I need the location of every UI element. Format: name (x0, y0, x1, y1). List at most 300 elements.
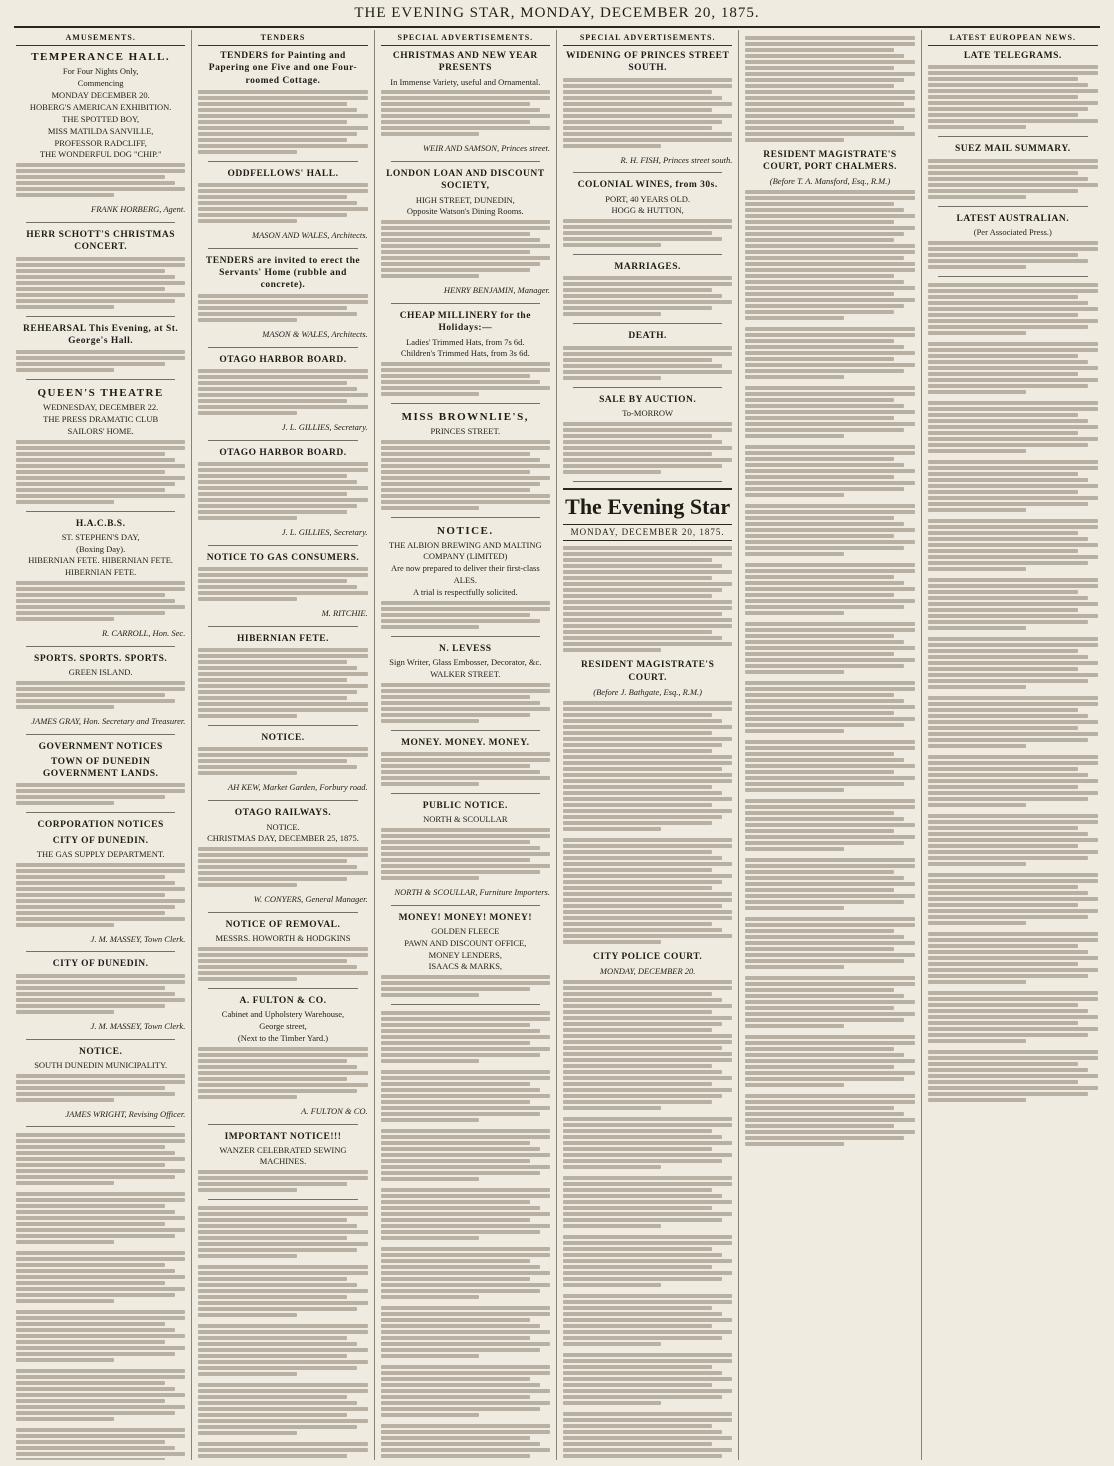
advertisement-line: (Next to the Timber Yard.) (237, 1033, 329, 1044)
illegible-text-block (928, 283, 1098, 335)
advertisement-line: MESSRS. HOWORTH & HODGKINS (215, 933, 351, 944)
advertisement-line: THE WONDERFUL DOG "CHIP." (39, 149, 162, 160)
advertisement (381, 737, 550, 786)
illegible-text-block (928, 991, 1098, 1043)
illegible-text-block (563, 1412, 732, 1460)
advertisement-line: CHRISTMAS DAY, DECEMBER 25, 1875. (207, 833, 359, 844)
advertisement (198, 168, 367, 241)
masthead: THE EVENING STAR, MONDAY, DECEMBER 20, 1875. (14, 0, 1100, 28)
rule-divider (26, 1126, 175, 1127)
rule-divider (26, 951, 175, 952)
advertisement-line: THE GAS SUPPLY DEPARTMENT. (36, 848, 165, 859)
illegible-text-block (745, 36, 914, 142)
illegible-text-block (745, 445, 914, 497)
illegible-text-block (563, 219, 732, 247)
illegible-text-block (928, 696, 1098, 748)
advertisement-heading: TEMPERANCE HALL. (31, 51, 171, 64)
illegible-text-block (563, 838, 732, 944)
advertisement (16, 958, 185, 1031)
advertisement-line: NOTICE. (266, 821, 300, 832)
rule-divider (573, 172, 722, 173)
advertisement (381, 410, 550, 510)
illegible-text-block (381, 601, 550, 629)
illegible-text-block (16, 163, 185, 197)
rule-divider (391, 403, 540, 404)
advertisement-line: Cabinet and Upholstery Warehouse, (221, 1009, 345, 1020)
rule-divider (391, 905, 540, 906)
illegible-text-block (16, 681, 185, 709)
illegible-text-block (745, 1094, 914, 1146)
illegible-text-block (16, 1310, 185, 1362)
illegible-text-block (381, 1424, 550, 1460)
advertisement-line: PAWN AND DISCOUNT OFFICE, (404, 937, 527, 948)
advertisement-heading: DEATH. (628, 331, 667, 342)
illegible-text-block (745, 1035, 914, 1087)
illegible-text-block (198, 462, 367, 520)
illegible-text-block (928, 1050, 1098, 1102)
advertisement-line: Are now prepared to deliver their first-class (390, 563, 540, 574)
advertisement-signature: JAMES GRAY, Hon. Secretary and Treasurer. (31, 716, 186, 727)
advertisement-signature: NORTH & SCOULLAR, Furniture Importers. (394, 886, 550, 897)
illegible-text-block (745, 622, 914, 674)
illegible-text-block (198, 567, 367, 601)
rule-divider (26, 222, 175, 223)
column-heading: SPECIAL ADVERTISEMENTS. (563, 33, 732, 46)
rule-divider (208, 248, 357, 249)
advertisement-signature: JAMES WRIGHT, Revising Officer. (65, 1108, 186, 1119)
illegible-text-block (928, 342, 1098, 394)
illegible-text-block (381, 1306, 550, 1358)
advertisement-line: For Four Nights Only, (62, 66, 139, 77)
rule-divider (938, 276, 1088, 277)
advertisement-heading: LATEST AUSTRALIAN. (956, 213, 1070, 224)
column-3 (375, 30, 557, 1460)
illegible-text-block (198, 1324, 367, 1376)
illegible-text-block (563, 78, 732, 148)
advertisement (198, 354, 367, 433)
advertisement-signature: J. L. GILLIES, Secretary. (281, 527, 368, 538)
rule-divider (208, 545, 357, 546)
advertisement-heading: HIBERNIAN FETE. (237, 634, 329, 645)
illegible-text-block (563, 346, 732, 380)
illegible-text-block (563, 1117, 732, 1169)
advertisement-heading: NOTICE TO GAS CONSUMERS. (206, 553, 360, 564)
illegible-text-block (928, 578, 1098, 630)
advertisement (563, 330, 732, 379)
illegible-text-block (928, 755, 1098, 807)
advertisement (16, 653, 185, 727)
advertisement-line: To-MORROW (622, 407, 674, 418)
advertisement (563, 179, 732, 247)
advertisement-heading: A. FULTON & CO. (239, 996, 327, 1007)
illegible-text-block (381, 1011, 550, 1063)
rule-divider (573, 254, 722, 255)
column-heading: AMUSEMENTS. (16, 33, 185, 46)
section-heading: GOVERNMENT NOTICES (38, 741, 163, 752)
advertisement (928, 213, 1098, 269)
illegible-text-block (745, 917, 914, 969)
advertisement-line: SAILORS' HOME. (67, 425, 134, 436)
illegible-text-block (381, 828, 550, 880)
rule-divider (26, 646, 175, 647)
rule-divider (573, 481, 722, 482)
advertisement-signature: J. M. MASSEY, Town Clerk. (90, 933, 186, 944)
advertisement-signature: R. H. FISH, Princes street south. (620, 154, 733, 165)
illegible-text-block (928, 460, 1098, 512)
illegible-text-block (16, 1074, 185, 1102)
advertisement-line: HIBERNIAN FETE. HIBERNIAN FETE. (28, 555, 174, 566)
illegible-text-block (928, 159, 1098, 199)
advertisement-signature: R. CARROLL, Hon. Sec. (101, 628, 186, 639)
advertisement-heading: OTAGO RAILWAYS. (234, 808, 332, 819)
rule-divider (208, 1124, 357, 1125)
report-heading: RESIDENT MAGISTRATE'S COURT, PORT CHALMERS. (762, 150, 898, 173)
advertisement (198, 919, 367, 981)
illegible-text-block (563, 546, 732, 652)
illegible-text-block (198, 1383, 367, 1435)
advertisement-heading: OTAGO HARBOR BOARD. (219, 448, 347, 459)
column-4 (557, 30, 739, 1460)
rule-divider (938, 206, 1088, 207)
report-heading: RESIDENT MAGISTRATE'S COURT. (580, 660, 715, 683)
advertisement (16, 50, 185, 215)
illegible-text-block (928, 814, 1098, 866)
illegible-text-block (745, 190, 914, 320)
advertisement (563, 261, 732, 316)
illegible-text-block (198, 1206, 367, 1258)
advertisement (16, 323, 185, 372)
advertisement-line: WEDNESDAY, DECEMBER 22. (43, 401, 159, 412)
rule-divider (938, 136, 1088, 137)
advertisement (16, 229, 185, 308)
advertisement (381, 310, 550, 396)
illegible-text-block (381, 1365, 550, 1417)
column-heading: SPECIAL ADVERTISEMENTS. (381, 33, 550, 46)
rule-divider (26, 734, 175, 735)
advertisement (381, 643, 550, 723)
advertisement-heading: HERR SCHOTT'S CHRISTMAS CONCERT. (26, 230, 176, 253)
illegible-text-block (16, 257, 185, 309)
rule-divider (391, 517, 540, 518)
illegible-text-block (198, 747, 367, 775)
rule-divider (573, 323, 722, 324)
advertisement (198, 1131, 367, 1192)
advertisement (16, 1046, 185, 1120)
advertisement-line: GREEN ISLAND. (68, 667, 133, 678)
illegible-text-block (563, 422, 732, 474)
illegible-text-block (381, 975, 550, 997)
illegible-text-block (16, 1133, 185, 1185)
advertisement-line: (Per Associated Press.) (973, 226, 1052, 237)
illegible-text-block (745, 799, 914, 851)
advertisement-heading: LONDON LOAN AND DISCOUNT SOCIETY, (386, 169, 545, 192)
advertisement (563, 50, 732, 165)
column-heading: LATEST EUROPEAN NEWS. (928, 33, 1098, 46)
illegible-text-block (198, 90, 367, 154)
rule-divider (208, 725, 357, 726)
rule-divider (391, 161, 540, 162)
illegible-text-block (563, 1176, 732, 1228)
advertisement-line: In Immense Variety, useful and Ornamental. (390, 76, 541, 87)
advertisement-signature: FRANK HORBERG, Agent. (91, 204, 186, 215)
advertisement (198, 447, 367, 538)
advertisement (16, 518, 185, 640)
illegible-text-block (198, 1265, 367, 1317)
illegible-text-block (745, 858, 914, 910)
advertisement-line: ST. STEPHEN'S DAY, (61, 531, 140, 542)
advertisement-heading: CHEAP MILLINERY for the Holidays:— (399, 311, 531, 334)
illegible-text-block (16, 974, 185, 1014)
illegible-text-block (928, 241, 1098, 269)
advertisement-heading: ODDFELLOWS' HALL. (227, 168, 339, 179)
advertisement-heading: PUBLIC NOTICE. (422, 800, 508, 811)
advertisement (381, 912, 550, 998)
illegible-text-block (381, 1188, 550, 1240)
illegible-text-block (381, 1247, 550, 1299)
illegible-text-block (745, 504, 914, 556)
illegible-text-block (16, 1192, 185, 1244)
illegible-text-block (16, 863, 185, 927)
advertisement-line: ISAACS & MARKS, (428, 961, 503, 972)
rule-divider (391, 730, 540, 731)
advertisement-signature: A. FULTON & CO. (301, 1105, 368, 1116)
advertisement-heading: MONEY. MONEY. MONEY. (401, 737, 530, 748)
advertisement (198, 995, 367, 1117)
illegible-text-block (928, 873, 1098, 925)
advertisement-heading: MISS BROWNLIE'S, (401, 411, 529, 424)
illegible-text-block (563, 1353, 732, 1405)
advertisement (563, 394, 732, 474)
advertisement-heading: CITY OF DUNEDIN. (52, 835, 149, 846)
advertisement-heading: SALE BY AUCTION. (599, 394, 697, 405)
advertisement-line: NORTH & SCOULLAR (423, 813, 508, 824)
illegible-text-block (928, 519, 1098, 571)
report-subheading: MONDAY, DECEMBER 20. (599, 965, 696, 976)
advertisement-line: THE SPOTTED BOY, (62, 113, 140, 124)
rule-divider (208, 912, 357, 913)
advertisement-heading: H.A.C.B.S. (75, 518, 126, 529)
advertisement (381, 50, 550, 154)
advertisement (198, 732, 367, 793)
illegible-text-block (198, 1047, 367, 1099)
advertisement-heading: LATE TELEGRAMS. (963, 51, 1062, 62)
rule-divider (573, 387, 722, 388)
advertisement-line: HIBERNIAN FETE. (65, 567, 137, 578)
advertisement (381, 168, 550, 296)
advertisement-heading: IMPORTANT NOTICE!!! (224, 1131, 342, 1142)
columns (10, 30, 1104, 1460)
rule-divider (208, 440, 357, 441)
advertisement-line: MONDAY DECEMBER 20. (51, 90, 150, 101)
rule-divider (391, 303, 540, 304)
advertisement-line: WANZER CELEBRATED SEWING MACHINES. (219, 1144, 347, 1166)
newspaper-dateline: MONDAY, DECEMBER 20, 1875. (563, 527, 732, 542)
rule-divider (26, 316, 175, 317)
advertisement-signature: W. CONYERS, General Manager. (253, 894, 368, 905)
advertisement (198, 633, 367, 718)
advertisement-heading: SPORTS. SPORTS. SPORTS. (34, 654, 168, 665)
advertisement (16, 835, 185, 945)
illegible-text-block (381, 440, 550, 510)
advertisement-heading: MARRIAGES. (614, 262, 681, 273)
advertisement-heading: QUEEN'S THEATRE (37, 386, 164, 399)
illegible-text-block (563, 980, 732, 1110)
advertisement-line: Commencing (77, 78, 124, 89)
advertisement-signature: HENRY BENJAMIN, Manager. (443, 285, 550, 296)
advertisement-line: WALKER STREET. (430, 668, 501, 679)
rule-divider (26, 379, 175, 380)
section-heading: CORPORATION NOTICES (37, 820, 164, 831)
advertisement-line: HIGH STREET, DUNEDIN, (415, 194, 515, 205)
advertisement (198, 807, 367, 905)
illegible-text-block (928, 401, 1098, 453)
advertisement (198, 50, 367, 153)
advertisement (198, 255, 367, 340)
illegible-text-block (16, 440, 185, 504)
advertisement-line: MISS MATILDA SANVILLE, (47, 125, 154, 136)
rule-divider (208, 161, 357, 162)
illegible-text-block (198, 294, 367, 322)
rule-divider (391, 636, 540, 637)
advertisement-heading: NOTICE. (78, 1046, 123, 1057)
illegible-text-block (381, 752, 550, 786)
advertisement-heading: N. LEVESS (439, 643, 492, 654)
advertisement-line: Ladies' Trimmed Hats, from 7s 6d. (406, 336, 525, 347)
column-5 (739, 30, 921, 1460)
advertisement-heading: TENDERS are invited to erect the Servants' Home (rubble and concrete). (205, 255, 361, 291)
illegible-text-block (16, 783, 185, 805)
advertisement (16, 756, 185, 805)
illegible-text-block (563, 1235, 732, 1287)
rule-divider (391, 1004, 540, 1005)
illegible-text-block (381, 1070, 550, 1122)
rule-divider (208, 626, 357, 627)
column-1 (10, 30, 192, 1460)
illegible-text-block (198, 847, 367, 887)
advertisement-heading: COLONIAL WINES, from 30s. (577, 180, 718, 191)
illegible-text-block (563, 276, 732, 316)
advertisement-line: PRINCES STREET. (430, 426, 501, 437)
advertisement-line: GOLDEN FLEECE (431, 925, 500, 936)
illegible-text-block (928, 637, 1098, 689)
rule-divider (208, 1199, 357, 1200)
advertisement-line: SOUTH DUNEDIN MUNICIPALITY. (34, 1059, 168, 1070)
illegible-text-block (198, 1442, 367, 1460)
illegible-text-block (198, 369, 367, 415)
advertisement (381, 800, 550, 898)
advertisement (16, 386, 185, 504)
advertisement-signature: J. M. MASSEY, Town Clerk. (90, 1020, 186, 1031)
advertisement-heading: SUEZ MAIL SUMMARY. (954, 144, 1071, 155)
advertisement-line: ALES. (453, 574, 477, 585)
advertisement-heading: CHRISTMAS AND NEW YEAR PRESENTS (392, 51, 538, 74)
illegible-text-block (16, 350, 185, 372)
advertisement (928, 50, 1098, 129)
illegible-text-block (198, 947, 367, 981)
advertisement-line: MONEY LENDERS, (428, 949, 502, 960)
advertisement-line: A trial is respectfully solicited. (413, 586, 518, 597)
illegible-text-block (198, 648, 367, 718)
advertisement-line: Sign Writer, Glass Embosser, Decorator, &c. (389, 656, 542, 667)
rule-divider (26, 1039, 175, 1040)
illegible-text-block (928, 65, 1098, 129)
rule-divider (208, 800, 357, 801)
advertisement-line: (Boxing Day). (76, 543, 126, 554)
rule-divider (26, 511, 175, 512)
column-6 (922, 30, 1104, 1460)
advertisement-signature: WEIR AND SAMSON, Princes street. (422, 143, 550, 154)
advertisement (381, 524, 550, 628)
illegible-text-block (16, 1251, 185, 1303)
advertisement-line: HOGG & HUTTON, (611, 205, 684, 216)
advertisement-signature: J. L. GILLIES, Secretary. (281, 422, 368, 433)
advertisement-heading: OTAGO HARBOR BOARD. (219, 355, 347, 366)
advertisement-heading: REHEARSAL This Evening, at St. George's Hall. (23, 323, 179, 346)
advertisement-line: HOBERG'S AMERICAN EXHIBITION. (29, 101, 172, 112)
advertisement (198, 552, 367, 619)
column-heading: TENDERS (198, 33, 367, 46)
illegible-text-block (745, 681, 914, 733)
illegible-text-block (198, 183, 367, 223)
advertisement-signature: M. RITCHIE. (321, 608, 368, 619)
advertisement-signature: MASON & WALES, Architects. (262, 329, 368, 340)
illegible-text-block (16, 581, 185, 621)
illegible-text-block (745, 740, 914, 792)
illegible-text-block (563, 1294, 732, 1346)
illegible-text-block (16, 1369, 185, 1421)
column-2 (192, 30, 374, 1460)
advertisement-line: George street, (259, 1021, 307, 1032)
illegible-text-block (745, 563, 914, 615)
advertisement-heading: MONEY! MONEY! MONEY! (398, 912, 533, 923)
illegible-text-block (563, 701, 732, 831)
advertisement-line: THE ALBION BREWING AND MALTING COMPANY (LIMITED) (388, 540, 542, 562)
advertisement-line: THE PRESS DRAMATIC CLUB (43, 413, 159, 424)
rule-divider (208, 988, 357, 989)
illegible-text-block (16, 1428, 185, 1460)
rule-divider (208, 347, 357, 348)
advertisement-heading: TENDERS for Painting and Papering one Five and one Four-roomed Cottage. (208, 51, 358, 86)
advertisement-heading: WIDENING OF PRINCES STREET SOUTH. (565, 51, 730, 74)
rule-divider (26, 812, 175, 813)
illegible-text-block (381, 1129, 550, 1181)
advertisement-heading: NOTICE. (261, 733, 305, 744)
report-heading: CITY POLICE COURT. (593, 951, 703, 962)
illegible-text-block (745, 976, 914, 1028)
report-subheading: (Before T. A. Mansford, Esq., R.M.) (769, 176, 891, 187)
advertisement-signature: AH KEW, Market Garden, Forbury road. (227, 782, 368, 793)
illegible-text-block (745, 327, 914, 379)
illegible-text-block (381, 220, 550, 278)
advertisement-line: PROFESSOR RADCLIFF, (54, 137, 147, 148)
illegible-text-block (381, 362, 550, 396)
illegible-text-block (928, 932, 1098, 984)
advertisement-line: Opposite Watson's Dining Rooms. (406, 206, 524, 217)
newspaper-nameplate: The Evening Star (563, 488, 732, 525)
advertisement-heading: NOTICE OF REMOVAL. (225, 920, 341, 931)
advertisement-signature: MASON AND WALES, Architects. (252, 229, 368, 240)
advertisement-heading: CITY OF DUNEDIN. (52, 959, 149, 970)
advertisement-line: Children's Trimmed Hats, from 3s 6d. (400, 348, 530, 359)
report-subheading: (Before J. Bathgate, Esq., R.M.) (593, 686, 703, 697)
illegible-text-block (745, 386, 914, 438)
illegible-text-block (381, 683, 550, 723)
illegible-text-block (198, 1170, 367, 1192)
advertisement (928, 143, 1098, 198)
advertisement-heading: NOTICE. (436, 525, 494, 538)
illegible-text-block (381, 90, 550, 136)
rule-divider (391, 793, 540, 794)
